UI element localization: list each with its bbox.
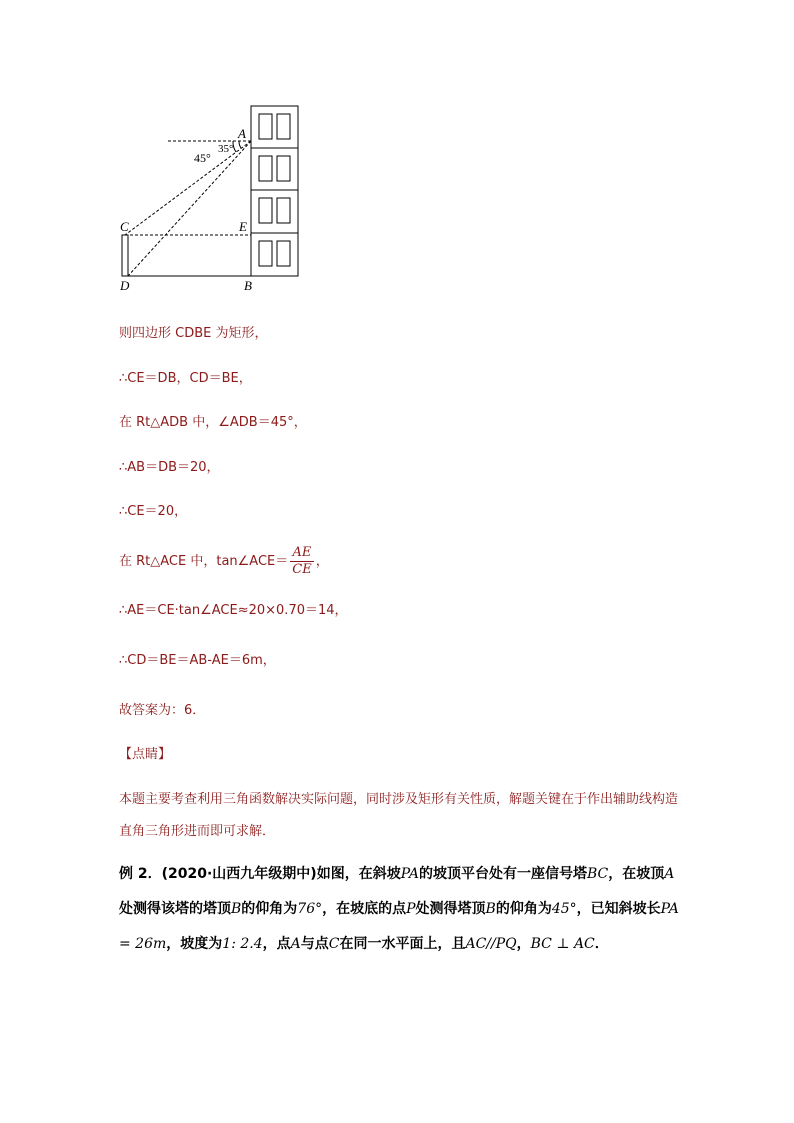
ex-math: A bbox=[664, 866, 675, 882]
geometry-figure bbox=[112, 100, 312, 300]
label-e: E bbox=[239, 219, 247, 234]
fraction bbox=[290, 545, 313, 578]
ex-math: 1: 2.4 bbox=[222, 936, 263, 952]
ex-text: 的仰角为 bbox=[241, 901, 298, 917]
ex-math: A bbox=[290, 936, 301, 952]
ex-math: B bbox=[485, 901, 496, 917]
sight-lines bbox=[125, 141, 251, 276]
ex-math: PA bbox=[400, 866, 419, 882]
ex-text: 与点 bbox=[300, 936, 329, 952]
ex-text: 处测得该塔的塔顶 bbox=[119, 901, 231, 917]
label-a: A bbox=[238, 126, 246, 141]
building bbox=[251, 106, 298, 276]
solution-line-6 bbox=[119, 545, 329, 579]
solution-line-8: ∴CD＝BE＝AB-AE＝6m， bbox=[119, 653, 276, 668]
solution-line-7: ∴AE＝CE·tan∠ACE≈20×0.70＝14， bbox=[119, 603, 348, 618]
ex-text: 的坡顶平台处有一座信号塔 bbox=[418, 866, 587, 882]
solution-line-9: 故答案为：6． bbox=[119, 703, 206, 718]
ex-math: C bbox=[328, 936, 340, 952]
line6-prefix: 在 Rt△ACE 中，tan∠ACE＝ bbox=[119, 554, 289, 569]
ex-text: 在同一水平面上，且 bbox=[339, 936, 466, 952]
angle-label-outer: 45° bbox=[194, 151, 211, 165]
ex-text: 例 2．(2020·山西九年级期中)如图，在斜坡 bbox=[119, 866, 401, 882]
ex-text: ． bbox=[594, 936, 609, 952]
solution-line-1: 则四边形 CDBE 为矩形， bbox=[119, 326, 268, 341]
ex-text: ，在坡底的点 bbox=[322, 901, 407, 917]
ex-math: BC bbox=[586, 866, 609, 882]
solution-line-3: 在 Rt△ADB 中，∠ADB＝45°， bbox=[119, 415, 307, 430]
solution-line-4: ∴AB＝DB＝20， bbox=[119, 460, 220, 475]
fraction-numerator: AE bbox=[290, 545, 313, 562]
angle-label-inner: 35° bbox=[218, 143, 234, 155]
ex-text: ，已知斜坡长 bbox=[576, 901, 661, 917]
angle-arc-outer bbox=[233, 141, 236, 152]
label-b: B bbox=[244, 278, 252, 293]
label-d: D bbox=[120, 278, 130, 293]
ex-math: B bbox=[231, 901, 242, 917]
label-c: C bbox=[120, 219, 129, 234]
pole-cd bbox=[122, 235, 128, 276]
solution-line-2: ∴CE＝DB，CD＝BE， bbox=[119, 371, 252, 386]
ex-math: PA = 26m bbox=[119, 901, 679, 952]
ex-text: 的仰角为 bbox=[495, 901, 552, 917]
ex-math: 45° bbox=[551, 901, 577, 917]
ex-math: BC ⊥ AC bbox=[530, 936, 595, 952]
ex-math: AC//PQ bbox=[465, 936, 517, 952]
dianjing-paragraph: 本题主要考查利用三角函数解决实际问题，同时涉及矩形有关性质，解题关键在于作出辅助线构造直角三角形进而即可求解． bbox=[119, 792, 679, 839]
ex-text: ， bbox=[516, 936, 531, 952]
figure-svg bbox=[112, 100, 312, 300]
fraction-denominator: CE bbox=[292, 562, 312, 577]
ex-text: ，在坡顶 bbox=[608, 866, 665, 882]
ex-math: 76° bbox=[297, 901, 323, 917]
angle-arc-inner bbox=[239, 141, 241, 148]
example-2-paragraph bbox=[119, 857, 679, 962]
dianjing-heading: 【点睛】 bbox=[119, 747, 172, 762]
ex-text: ，坡度为 bbox=[166, 936, 223, 952]
ex-text: 处测得塔顶 bbox=[415, 901, 486, 917]
ex-text: ，点 bbox=[262, 936, 291, 952]
line6-suffix: ， bbox=[315, 554, 329, 569]
solution-line-5: ∴CE＝20， bbox=[119, 504, 188, 519]
ex-math: P bbox=[406, 901, 416, 917]
